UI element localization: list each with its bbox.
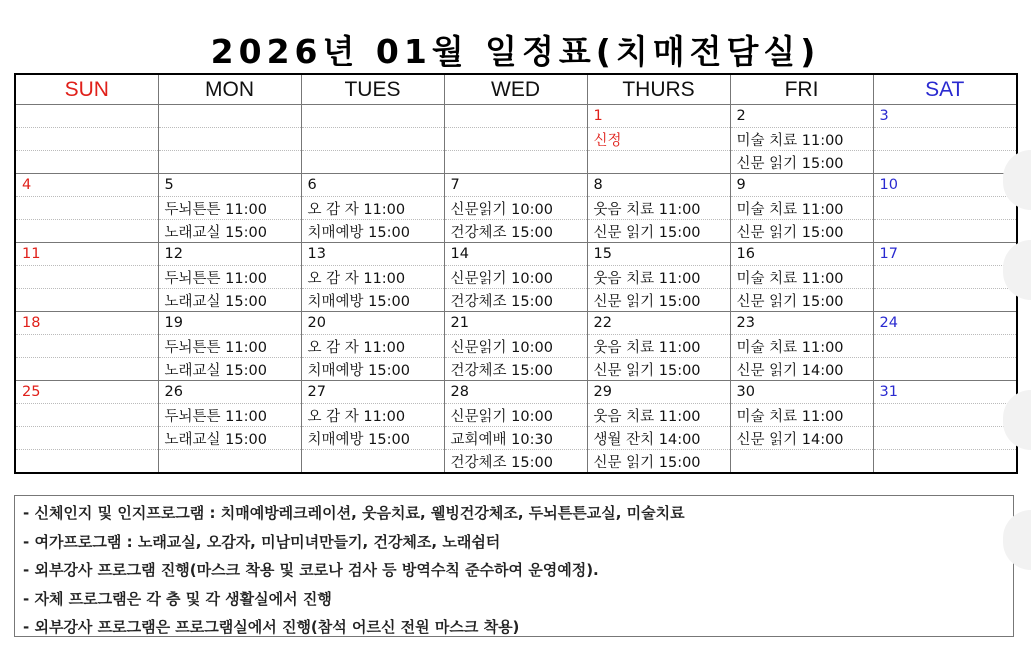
activity-entry: 신문 읽기 15:00	[730, 220, 873, 243]
activity-entry: 치매예방 15:00	[301, 220, 444, 243]
day-number: 17	[873, 243, 1017, 266]
activity-entry: 치매예방 15:00	[301, 289, 444, 312]
activity-entry: 신정	[587, 128, 730, 151]
day-number: 22	[587, 312, 730, 335]
activity-entry: 웃음 치료 11:00	[587, 335, 730, 358]
day-number: 3	[873, 105, 1017, 128]
activity-entry	[15, 358, 158, 381]
week-date-row	[15, 105, 1017, 128]
day-number: 26	[158, 381, 301, 404]
activity-entry	[873, 404, 1017, 427]
activity-entry: 신문 읽기 15:00	[587, 358, 730, 381]
day-number: 13	[301, 243, 444, 266]
note-line: - 자체 프로그램은 각 층 및 각 생활실에서 진행	[23, 589, 332, 608]
activity-entry: 건강체조 15:00	[444, 289, 587, 312]
day-number: 1	[587, 105, 730, 128]
activity-entry: 미술 치료 11:00	[730, 404, 873, 427]
activity-entry: 신문 읽기 15:00	[730, 151, 873, 174]
day-number: 7	[444, 174, 587, 197]
activity-entry: 웃음 치료 11:00	[587, 266, 730, 289]
week-activity-row	[15, 220, 1017, 243]
activity-entry: 미술 치료 11:00	[730, 197, 873, 220]
activity-entry: 신문 읽기 15:00	[587, 450, 730, 474]
day-number: 8	[587, 174, 730, 197]
activity-entry	[15, 335, 158, 358]
activity-entry: 미술 치료 11:00	[730, 128, 873, 151]
activity-entry	[873, 128, 1017, 151]
activity-entry	[15, 220, 158, 243]
activity-entry	[444, 151, 587, 174]
activity-entry	[873, 335, 1017, 358]
day-number: 2	[730, 105, 873, 128]
activity-entry: 노래교실 15:00	[158, 427, 301, 450]
activity-entry	[873, 151, 1017, 174]
activity-entry: 웃음 치료 11:00	[587, 404, 730, 427]
activity-entry: 신문읽기 10:00	[444, 197, 587, 220]
day-number: 19	[158, 312, 301, 335]
activity-entry: 치매예방 15:00	[301, 358, 444, 381]
activity-entry: 미술 치료 11:00	[730, 335, 873, 358]
activity-entry	[15, 289, 158, 312]
day-number: 11	[15, 243, 158, 266]
day-number: 9	[730, 174, 873, 197]
header-sat: SAT	[873, 74, 1017, 105]
activity-entry	[15, 197, 158, 220]
activity-entry: 노래교실 15:00	[158, 220, 301, 243]
activity-entry: 두뇌튼튼 11:00	[158, 197, 301, 220]
activity-entry: 건강체조 15:00	[444, 358, 587, 381]
activity-entry: 건강체조 15:00	[444, 450, 587, 474]
page-title: 2026년 01월 일정표(치매전담실)	[210, 32, 821, 71]
week-date-row	[15, 312, 1017, 335]
week-activity-row	[15, 427, 1017, 450]
calendar-table	[14, 73, 1018, 474]
activity-entry	[444, 128, 587, 151]
activity-entry: 오 감 자 11:00	[301, 197, 444, 220]
activity-entry	[730, 450, 873, 474]
day-number: 20	[301, 312, 444, 335]
day-number: 10	[873, 174, 1017, 197]
week-activity-row	[15, 358, 1017, 381]
activity-entry	[15, 404, 158, 427]
header-sun: SUN	[15, 74, 158, 105]
activity-entry	[301, 450, 444, 474]
day-number: 14	[444, 243, 587, 266]
activity-entry	[873, 450, 1017, 474]
day-number: 31	[873, 381, 1017, 404]
activity-entry	[15, 128, 158, 151]
day-number: 21	[444, 312, 587, 335]
activity-entry: 신문읽기 10:00	[444, 335, 587, 358]
activity-entry: 웃음 치료 11:00	[587, 197, 730, 220]
activity-entry	[158, 450, 301, 474]
day-number: 12	[158, 243, 301, 266]
activity-entry	[873, 220, 1017, 243]
activity-entry: 신문 읽기 14:00	[730, 427, 873, 450]
day-number: 28	[444, 381, 587, 404]
day-number	[444, 105, 587, 128]
note-line: - 신체인지 및 인지프로그램 : 치매예방레크레이션, 웃음치료, 웰빙건강체조, 두뇌튼튼교실, 미술치료	[23, 504, 685, 522]
header-wed: WED	[444, 74, 587, 105]
week-activity-row	[15, 335, 1017, 358]
day-number	[15, 105, 158, 128]
header-thu: THURS	[587, 74, 730, 105]
day-number: 24	[873, 312, 1017, 335]
day-number: 29	[587, 381, 730, 404]
day-number: 18	[15, 312, 158, 335]
header-mon: MON	[158, 74, 301, 105]
activity-entry: 오 감 자 11:00	[301, 404, 444, 427]
activity-entry	[873, 266, 1017, 289]
week-activity-row	[15, 289, 1017, 312]
activity-entry	[15, 151, 158, 174]
activity-entry: 두뇌튼튼 11:00	[158, 335, 301, 358]
day-number: 30	[730, 381, 873, 404]
activity-entry: 두뇌튼튼 11:00	[158, 266, 301, 289]
day-number: 6	[301, 174, 444, 197]
day-number	[158, 105, 301, 128]
activity-entry	[158, 128, 301, 151]
activity-entry	[873, 289, 1017, 312]
activity-entry	[15, 450, 158, 474]
day-number: 5	[158, 174, 301, 197]
header-fri: FRI	[730, 74, 873, 105]
day-number: 23	[730, 312, 873, 335]
weekday-header	[15, 74, 1017, 105]
header-tue: TUES	[301, 74, 444, 105]
day-number: 27	[301, 381, 444, 404]
activity-entry: 신문 읽기 14:00	[730, 358, 873, 381]
activity-entry: 신문 읽기 15:00	[730, 289, 873, 312]
activity-entry	[873, 427, 1017, 450]
activity-entry	[873, 358, 1017, 381]
activity-entry: 노래교실 15:00	[158, 358, 301, 381]
activity-entry: 미술 치료 11:00	[730, 266, 873, 289]
week-activity-row	[15, 128, 1017, 151]
note-line: - 외부강사 프로그램은 프로그램실에서 진행(참석 어르신 전원 마스크 착용)	[23, 618, 520, 636]
week-activity-row	[15, 197, 1017, 220]
activity-entry: 치매예방 15:00	[301, 427, 444, 450]
activity-entry	[15, 427, 158, 450]
activity-entry	[15, 266, 158, 289]
activity-entry	[873, 197, 1017, 220]
note-line: - 여가프로그램 : 노래교실, 오감자, 미남미녀만들기, 건강체조, 노래쉼터	[23, 532, 501, 551]
activity-entry: 생월 잔치 14:00	[587, 427, 730, 450]
notes-box	[14, 495, 1014, 637]
activity-entry: 오 감 자 11:00	[301, 335, 444, 358]
activity-entry: 신문 읽기 15:00	[587, 220, 730, 243]
note-line: - 외부강사 프로그램 진행(마스크 착용 및 코로나 검사 등 방역수칙 준수하여 운영예정).	[23, 561, 599, 579]
week-activity-row	[15, 151, 1017, 174]
activity-entry	[587, 151, 730, 174]
day-number: 4	[15, 174, 158, 197]
activity-entry	[301, 128, 444, 151]
activity-entry: 건강체조 15:00	[444, 220, 587, 243]
activity-entry: 신문 읽기 15:00	[587, 289, 730, 312]
week-date-row	[15, 381, 1017, 404]
week-date-row	[15, 243, 1017, 266]
week-activity-row	[15, 450, 1017, 474]
week-activity-row	[15, 404, 1017, 427]
day-number	[301, 105, 444, 128]
day-number: 15	[587, 243, 730, 266]
day-number: 16	[730, 243, 873, 266]
activity-entry: 신문읽기 10:00	[444, 404, 587, 427]
activity-entry	[158, 151, 301, 174]
week-date-row	[15, 174, 1017, 197]
activity-entry	[301, 151, 444, 174]
activity-entry: 신문읽기 10:00	[444, 266, 587, 289]
activity-entry: 노래교실 15:00	[158, 289, 301, 312]
day-number: 25	[15, 381, 158, 404]
activity-entry: 교회예배 10:30	[444, 427, 587, 450]
activity-entry: 오 감 자 11:00	[301, 266, 444, 289]
activity-entry: 두뇌튼튼 11:00	[158, 404, 301, 427]
week-activity-row	[15, 266, 1017, 289]
